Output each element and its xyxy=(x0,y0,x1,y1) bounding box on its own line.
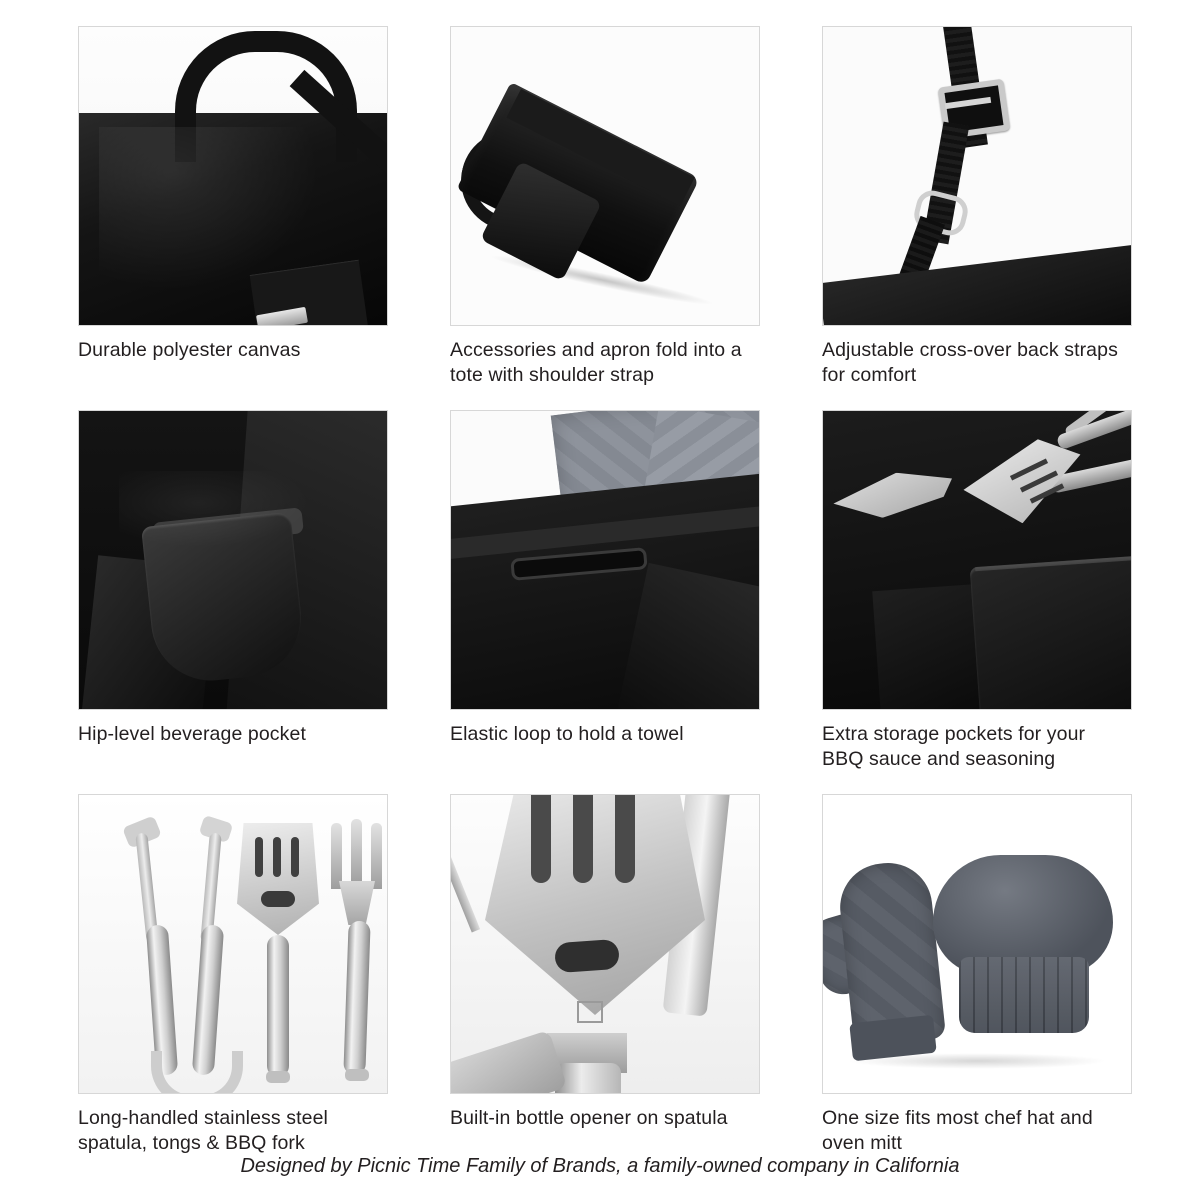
fork-head-shape xyxy=(331,823,383,889)
feature-card-extra-storage-pockets xyxy=(822,410,1132,794)
spatula-handle-shape xyxy=(555,1063,621,1094)
fork-prong-shape xyxy=(371,823,382,889)
feature-caption: Accessories and apron fold into a tote with shoulder strap xyxy=(450,339,742,386)
feature-caption: Durable polyester canvas xyxy=(78,339,301,361)
feature-caption: Built-in bottle opener on spatula xyxy=(450,1107,728,1129)
fabric-highlight-shape xyxy=(119,471,319,551)
tongs-loop-shape xyxy=(151,1051,243,1094)
bottle-opener-shape xyxy=(554,939,620,973)
chef-hat-pleats-shape xyxy=(959,957,1089,1033)
feature-caption: One size fits most chef hat and oven mitt xyxy=(822,1107,1093,1154)
fork-prong-shape xyxy=(331,823,342,889)
feature-image-built-in-bottle-opener xyxy=(450,794,760,1094)
feature-card-hip-level-beverage-pocket xyxy=(78,410,388,794)
spatula-handle-shape xyxy=(267,935,289,1077)
feature-card-fold-into-tote xyxy=(450,26,760,410)
handle-cap-shape xyxy=(345,1069,369,1081)
feature-card-chef-hat-and-oven-mitt xyxy=(822,794,1132,1178)
feature-image-hip-level-beverage-pocket xyxy=(78,410,388,710)
feature-card-long-handled-tools xyxy=(78,794,388,1178)
feature-caption: Extra storage pockets for your BBQ sauce and seasoning xyxy=(822,723,1086,770)
feature-image-chef-hat-and-oven-mitt xyxy=(822,794,1132,1094)
feature-card-adjustable-cross-over-straps xyxy=(822,26,1132,410)
feature-card-built-in-bottle-opener xyxy=(450,794,760,1178)
feature-grid xyxy=(78,26,1138,1178)
spatula-slot-shape xyxy=(573,794,593,883)
feature-image-fold-into-tote xyxy=(450,26,760,326)
spatula-slot-shape xyxy=(291,837,299,877)
feature-image-elastic-towel-loop xyxy=(450,410,760,710)
feature-image-extra-storage-pockets xyxy=(822,410,1132,710)
feature-card-durable-polyester-canvas xyxy=(78,26,388,410)
logo-stamp-shape xyxy=(577,1001,603,1023)
feature-caption: Hip-level beverage pocket xyxy=(78,723,306,745)
feature-caption: Long-handled stainless steel spatula, tongs & BBQ fork xyxy=(78,1107,328,1154)
fork-prong-shape xyxy=(351,819,362,885)
handle-cap-shape xyxy=(266,1071,290,1083)
spatula-slot-shape xyxy=(273,837,281,877)
feature-caption: Adjustable cross-over back straps for comfort xyxy=(822,339,1118,386)
feature-image-durable-polyester-canvas xyxy=(78,26,388,326)
feature-card-elastic-towel-loop xyxy=(450,410,760,794)
spatula-slot-shape xyxy=(615,794,635,883)
bottle-opener-shape xyxy=(261,891,295,907)
feature-image-adjustable-cross-over-straps xyxy=(822,26,1132,326)
spatula-slot-shape xyxy=(531,794,551,883)
spatula-slot-shape xyxy=(255,837,263,877)
storage-pocket-large-shape xyxy=(970,555,1132,710)
footer-designed-by: Designed by Picnic Time Family of Brands, a family-owned company in California xyxy=(240,1155,960,1177)
feature-image-long-handled-tools xyxy=(78,794,388,1094)
feature-caption: Elastic loop to hold a towel xyxy=(450,723,684,745)
